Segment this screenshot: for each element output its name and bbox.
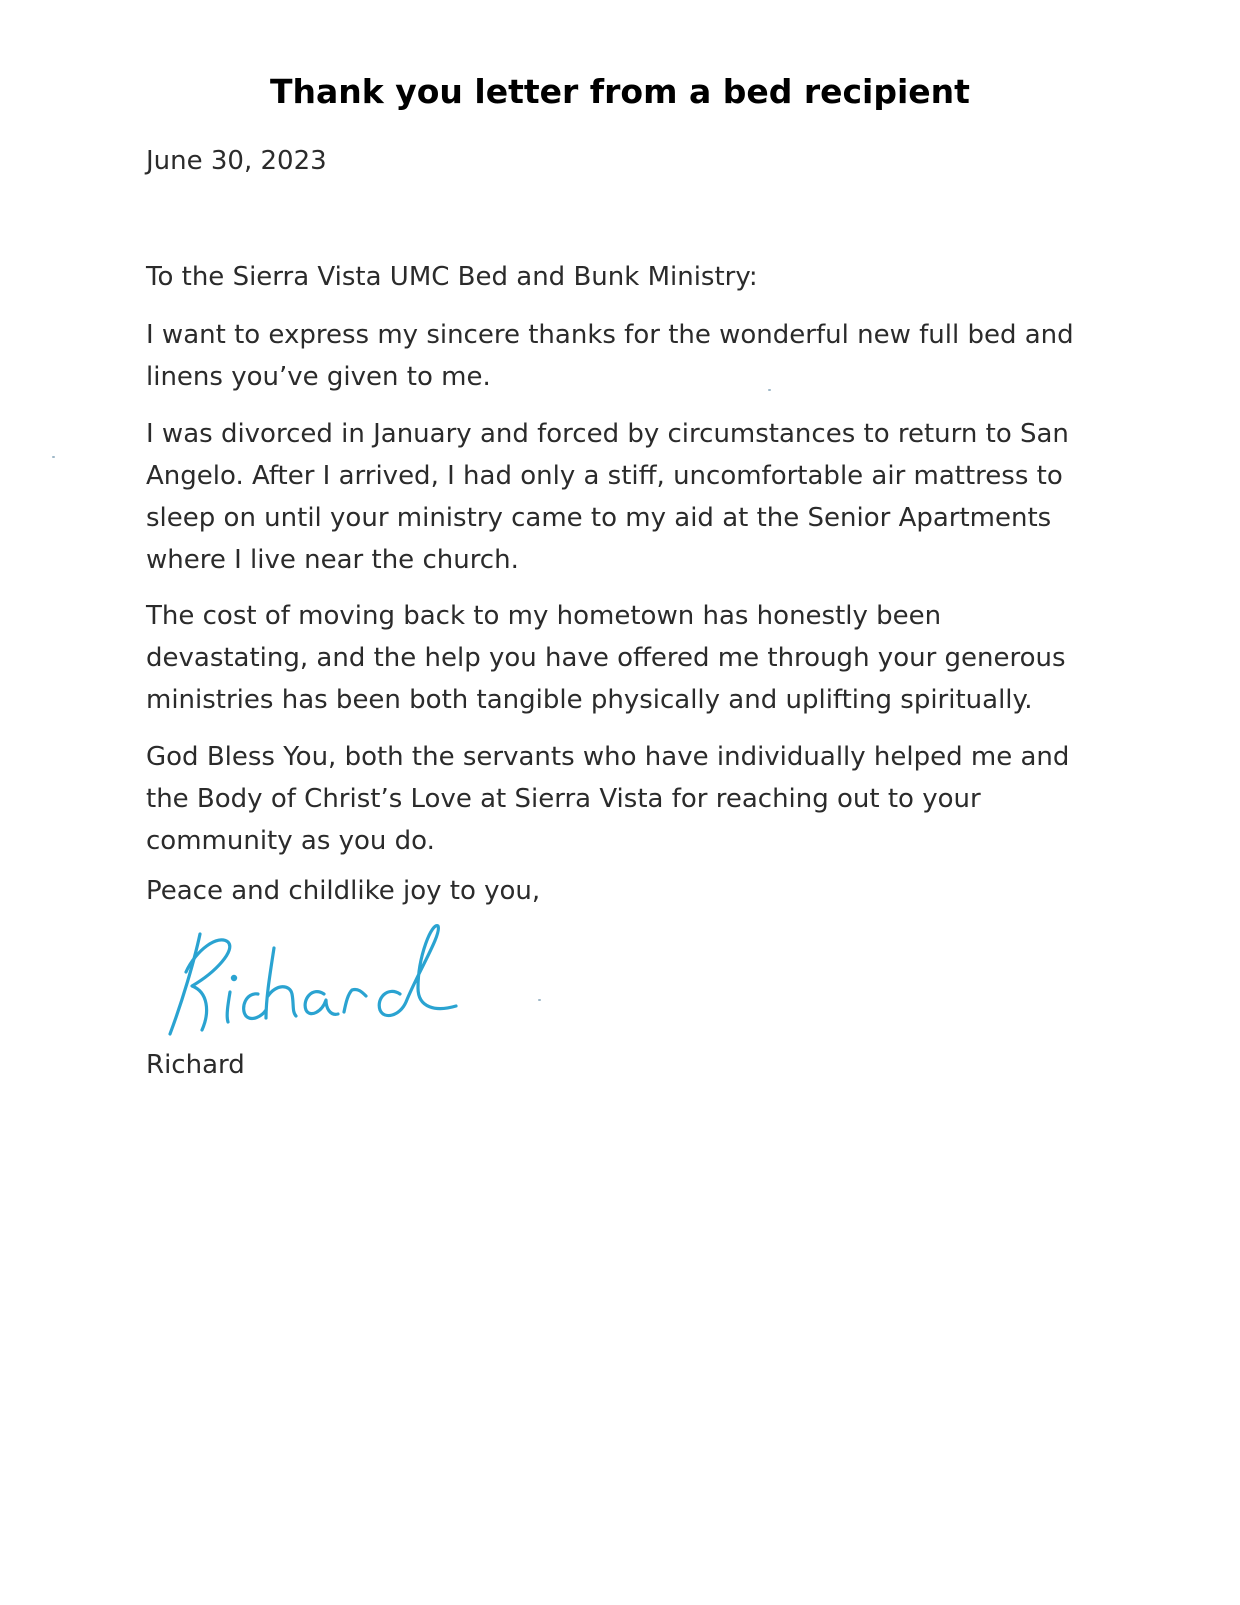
paragraph-cost: The cost of moving back to my hometown has honestly been devastating, and the help you have offered me through your generous ministries has been both tangible physically and uplifting spiritually.	[146, 601, 1066, 715]
scan-speck	[538, 999, 541, 1001]
letter-date: June 30, 2023	[146, 146, 327, 176]
scan-speck	[52, 456, 55, 458]
handwritten-signature	[156, 912, 476, 1047]
paragraph-thanks: I want to express my sincere thanks for the wonderful new full bed and linens you’ve given to me.	[146, 320, 1074, 392]
closing-line: Peace and childlike joy to you,	[146, 876, 541, 906]
paragraph-circumstances: I was divorced in January and forced by circumstances to return to San Angelo. After I arrived, I had only a stiff, uncomfortable air mattress to sleep on until your ministry came to my aid at the Senior Apartments where I live near the church.	[146, 419, 1069, 575]
paragraph-blessing: God Bless You, both the servants who have individually helped me and the Body of Christ’s Love at Sierra Vista for reaching out to your community as you do.	[146, 742, 1070, 856]
scan-speck	[768, 389, 771, 391]
page-title: Thank you letter from a bed recipient	[270, 72, 970, 111]
salutation: To the Sierra Vista UMC Bed and Bunk Ministry:	[146, 262, 758, 292]
signer-name: Richard	[146, 1050, 245, 1080]
